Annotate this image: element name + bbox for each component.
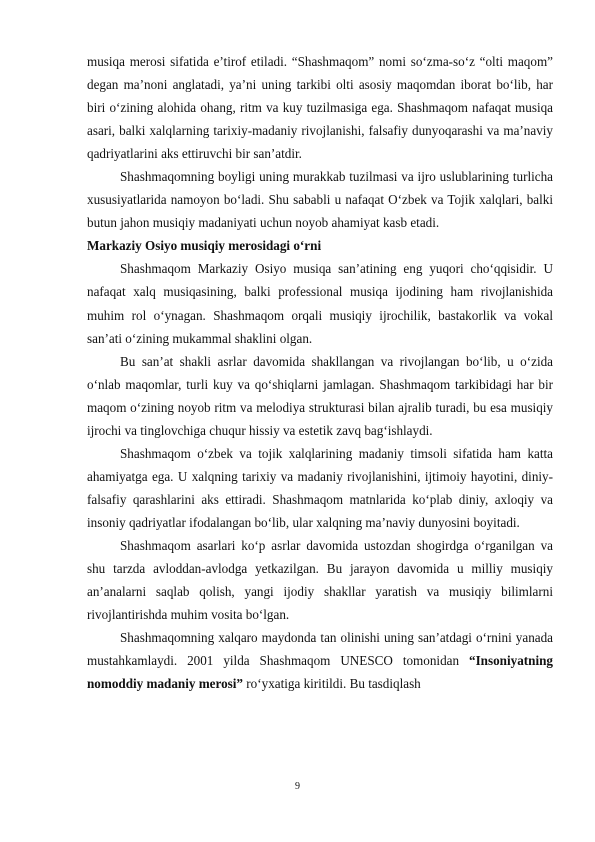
paragraph-unesco-end: ro‘yxatiga kiritildi. Bu tasdiqlash xyxy=(243,676,421,692)
document-page xyxy=(87,50,553,695)
paragraph-formation: Bu san’at shakli asrlar davomida shakllangan va rivojlangan bo‘lib, u o‘zida o‘nlab maqomlar, turli kuy va qo‘shiqlarni jamlagan. Shashmaqom tarkibidagi har bir maqom o‘zining noyob ritm va melodiya strukturasi bilan ajralib turadi, bu esa musiqiy ijrochi va tinglovchiga chuqur hissiy va estetik zavq bag‘ishlaydi. xyxy=(87,353,553,438)
paragraph-cultural-symbol: Shashmaqom o‘zbek va tojik xalqlarining madaniy timsoli sifatida ham katta ahamiyatga ega. U xalqning tarixiy va madaniy rivojlanishini, ijtimoiy hayotini, diniy-falsafiy qarashlarini aks ettiradi. Shashmaqom matnlarida ko‘plab diniy, axloqiy va insoniy qadriyatlar ifodalangan bo‘lib, ular xalqning ma’naviy dunyosini boyitadi. xyxy=(87,445,553,530)
paragraph-intro: musiqa merosi sifatida e’tirof etiladi. “Shashmaqom” nomi so‘zma-so‘z “olti maqom” degan ma’noni anglatadi, ya’ni uning tarkibi olti asosiy maqomdan iborat bo‘lib, har biri o‘zining alohida ohang, ritm va kuy tuzilmasiga ega. Shashmaqom nafaqat musiqa asari, balki xalqlarning tarixiy-madaniy rivojlanishi, falsafiy dunyoqarashi va ma’naviy qadriyatlarini aks ettiruvchi bir san’atdir. xyxy=(87,54,553,162)
paragraph-richness: Shashmaqomning boyligi uning murakkab tuzilmasi va ijro uslublarining turlicha xususiyatlarida namoyon bo‘ladi. Shu sababli u nafaqat O‘zbek va Tojik xalqlari, balki butun jahon musiqiy madaniyati uchun noyob ahamiyat kasb etadi. xyxy=(87,169,553,231)
page-number: 9 xyxy=(295,781,300,792)
unesco-title-bold: “Insoniyatning nomoddiy madaniy merosi” xyxy=(87,653,553,692)
section-heading: Markaziy Osiyo musiqiy merosidagi o‘rni xyxy=(87,238,322,254)
paragraph-peak: Shashmaqom Markaziy Osiyo musiqa san’atining eng yuqori cho‘qqisidir. U nafaqat xalq musiqasining, balki professional musiqa ijodining ham rivojlanishida muhim rol o‘ynagan. Shashmaqom orqali musiqiy ijrochilik, bastakorlik va vokal san’ati o‘zining mukammal shaklini olgan. xyxy=(87,261,553,346)
paragraph-transmission: Shashmaqom asarlari ko‘p asrlar davomida ustozdan shogirdga o‘rganilgan va shu tarzda avloddan-avlodga yetkazilgan. Bu jarayon davomida u milliy musiqiy an’analarni saqlab qolish, yangi ijodiy shakllar yaratish va musiqiy bilimlarni rivojlantirishda muhim vosita bo‘lgan. xyxy=(87,537,553,623)
paragraph-unesco-start: Shashmaqomning xalqaro maydonda tan olinishi uning san’atdagi o‘rnini yanada mustahkamlaydi. 2001 yilda Shashmaqom UNESCO tomonidan xyxy=(87,630,553,669)
paragraph-unesco xyxy=(87,626,553,695)
